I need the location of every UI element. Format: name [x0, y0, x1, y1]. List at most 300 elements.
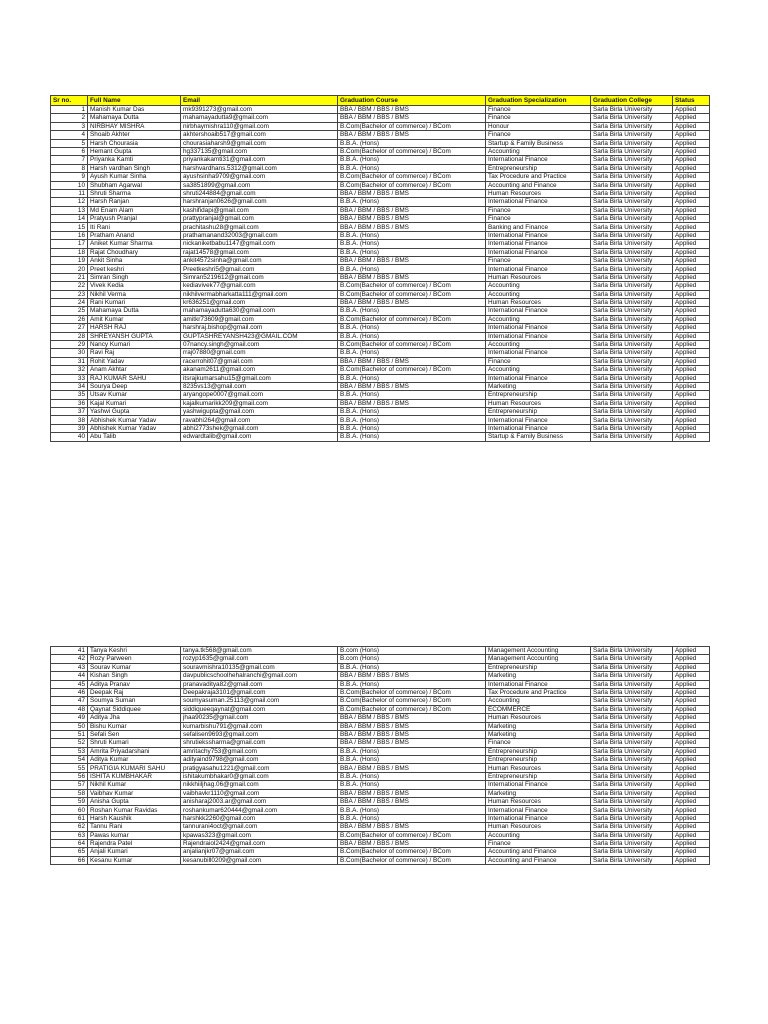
cell-email: kajalkumarikk209@gmail.com	[181, 399, 338, 407]
cell-full-name: Iti Rani	[88, 223, 181, 231]
cell-graduation-specialization: International Finance	[486, 198, 591, 206]
cell-full-name: ISHITA KUMBHAKAR	[88, 772, 181, 780]
cell-status: Applied	[673, 290, 710, 298]
cell-sr-no: 14	[51, 215, 88, 223]
cell-email: rajat14578@gmail.com	[181, 248, 338, 256]
cell-graduation-specialization: Accounting and Finance	[486, 848, 591, 856]
cell-full-name: Aniket Kumar Sharma	[88, 240, 181, 248]
cell-status: Applied	[673, 366, 710, 374]
cell-graduation-course: B.B.A. (Hons)	[338, 307, 486, 315]
cell-status: Applied	[673, 374, 710, 382]
cell-graduation-college: Sarla Birla University	[591, 198, 673, 206]
table-row	[51, 382, 710, 390]
cell-graduation-college: Sarla Birla University	[591, 714, 673, 722]
cell-graduation-course: BBA / BBM / BBS / BMS	[338, 722, 486, 730]
cell-sr-no: 43	[51, 663, 88, 671]
cell-status: Applied	[673, 714, 710, 722]
cell-graduation-college: Sarla Birla University	[591, 688, 673, 696]
cell-graduation-college: Sarla Birla University	[591, 655, 673, 663]
cell-email: Rajendraiol2424@gmail.com	[181, 839, 338, 847]
cell-sr-no: 22	[51, 282, 88, 290]
cell-email: harshranjan0626@gmail.com	[181, 198, 338, 206]
cell-full-name: Aditya Kumar	[88, 756, 181, 764]
table-row	[51, 772, 710, 780]
header-graduation-course: Graduation Course	[338, 96, 486, 106]
cell-status: Applied	[673, 848, 710, 856]
cell-status: Applied	[673, 663, 710, 671]
cell-email: kesanubill0209@gmail.com	[181, 856, 338, 864]
cell-graduation-college: Sarla Birla University	[591, 156, 673, 164]
cell-full-name: Abhishek Kumar Yadav	[88, 424, 181, 432]
cell-sr-no: 27	[51, 324, 88, 332]
cell-sr-no: 59	[51, 798, 88, 806]
cell-graduation-specialization: Accounting	[486, 147, 591, 155]
cell-graduation-course: B.B.A. (Hons)	[338, 747, 486, 755]
cell-sr-no: 13	[51, 206, 88, 214]
cell-email: amitkr73609@gmail.com	[181, 315, 338, 323]
table-row	[51, 680, 710, 688]
cell-sr-no: 16	[51, 231, 88, 239]
cell-sr-no: 60	[51, 806, 88, 814]
cell-graduation-college: Sarla Birla University	[591, 357, 673, 365]
cell-full-name: Nancy Kumari	[88, 340, 181, 348]
cell-graduation-specialization: Finance	[486, 357, 591, 365]
cell-full-name: Abu Talib	[88, 433, 181, 441]
cell-full-name: Ankit Sinha	[88, 257, 181, 265]
cell-graduation-specialization: Finance	[486, 215, 591, 223]
cell-graduation-course: B.B.A. (Hons)	[338, 663, 486, 671]
cell-graduation-college: Sarla Birla University	[591, 856, 673, 864]
cell-graduation-course: B.B.A. (Hons)	[338, 265, 486, 273]
cell-graduation-specialization: Marketing	[486, 722, 591, 730]
cell-graduation-specialization: International Finance	[486, 332, 591, 340]
cell-graduation-specialization: Entrepreneurship	[486, 408, 591, 416]
cell-sr-no: 50	[51, 722, 88, 730]
cell-email: 07nancy.singh@gmail.com	[181, 340, 338, 348]
cell-email: soumyasuman.25113@gmail.com	[181, 697, 338, 705]
cell-graduation-college: Sarla Birla University	[591, 722, 673, 730]
cell-email: prattypranjal@gmail.com	[181, 215, 338, 223]
cell-sr-no: 56	[51, 772, 88, 780]
cell-graduation-college: Sarla Birla University	[591, 416, 673, 424]
cell-graduation-specialization: Accounting	[486, 290, 591, 298]
cell-graduation-college: Sarla Birla University	[591, 663, 673, 671]
cell-status: Applied	[673, 722, 710, 730]
cell-graduation-specialization: International Finance	[486, 424, 591, 432]
table-row	[51, 156, 710, 164]
cell-graduation-college: Sarla Birla University	[591, 307, 673, 315]
cell-sr-no: 39	[51, 424, 88, 432]
cell-email: harshkk2260@gmail.com	[181, 814, 338, 822]
cell-graduation-course: B.B.A. (Hons)	[338, 248, 486, 256]
cell-graduation-course: BBA / BBM / BBS / BMS	[338, 764, 486, 772]
cell-sr-no: 25	[51, 307, 88, 315]
cell-full-name: Aditya Jha	[88, 714, 181, 722]
cell-full-name: RAJ KUMAR SAHU	[88, 374, 181, 382]
cell-graduation-specialization: International Finance	[486, 680, 591, 688]
table-row	[51, 273, 710, 281]
cell-graduation-specialization: ECOMMERCE	[486, 705, 591, 713]
cell-status: Applied	[673, 198, 710, 206]
cell-graduation-course: B.Com(Bachelor of commerce) / BCom	[338, 697, 486, 705]
cell-graduation-college: Sarla Birla University	[591, 408, 673, 416]
cell-graduation-course: B.B.A. (Hons)	[338, 756, 486, 764]
cell-status: Applied	[673, 781, 710, 789]
cell-graduation-specialization: International Finance	[486, 248, 591, 256]
cell-graduation-college: Sarla Birla University	[591, 697, 673, 705]
cell-graduation-course: B.Com(Bachelor of commerce) / BCom	[338, 315, 486, 323]
table-row	[51, 298, 710, 306]
cell-graduation-college: Sarla Birla University	[591, 282, 673, 290]
cell-status: Applied	[673, 823, 710, 831]
cell-full-name: Harsh Ranjan	[88, 198, 181, 206]
cell-graduation-college: Sarla Birla University	[591, 257, 673, 265]
cell-email: hg337135@gmail.com	[181, 147, 338, 155]
cell-status: Applied	[673, 655, 710, 663]
cell-full-name: Sefali Sen	[88, 730, 181, 738]
cell-email: davpublicschoolhehalranchi@gmail.com	[181, 672, 338, 680]
cell-graduation-course: B.Com(Bachelor of commerce) / BCom	[338, 181, 486, 189]
cell-graduation-course: BBA / BBM / BBS / BMS	[338, 730, 486, 738]
cell-graduation-college: Sarla Birla University	[591, 131, 673, 139]
cell-graduation-specialization: Management Accounting	[486, 655, 591, 663]
table-row	[51, 705, 710, 713]
cell-status: Applied	[673, 772, 710, 780]
table-row	[51, 349, 710, 357]
cell-graduation-specialization: Human Resources	[486, 714, 591, 722]
cell-graduation-course: B.B.A. (Hons)	[338, 416, 486, 424]
cell-graduation-college: Sarla Birla University	[591, 122, 673, 130]
cell-full-name: Shruti Kumari	[88, 739, 181, 747]
cell-graduation-course: BBA / BBM / BBS / BMS	[338, 839, 486, 847]
cell-email: yashwigupta@gmail.com	[181, 408, 338, 416]
cell-graduation-college: Sarla Birla University	[591, 831, 673, 839]
cell-graduation-course: B.B.A. (Hons)	[338, 772, 486, 780]
cell-graduation-course: B.B.A. (Hons)	[338, 324, 486, 332]
cell-graduation-course: B.Com(Bachelor of commerce) / BCom	[338, 290, 486, 298]
table-row	[51, 416, 710, 424]
table-row	[51, 265, 710, 273]
cell-email: kumarbishu791@gmail.com	[181, 722, 338, 730]
cell-sr-no: 54	[51, 756, 88, 764]
cell-email: jhaa90235@gmail.com	[181, 714, 338, 722]
cell-sr-no: 7	[51, 156, 88, 164]
cell-graduation-college: Sarla Birla University	[591, 181, 673, 189]
cell-sr-no: 36	[51, 399, 88, 407]
cell-graduation-course: B.B.A. (Hons)	[338, 424, 486, 432]
cell-graduation-specialization: Human Resources	[486, 273, 591, 281]
cell-graduation-course: BBA / BBM / BBS / BMS	[338, 206, 486, 214]
cell-email: itsrajkumarsahu15@gmail.com	[181, 374, 338, 382]
cell-graduation-specialization: Tax Procedure and Practice	[486, 173, 591, 181]
cell-sr-no: 41	[51, 647, 88, 655]
cell-sr-no: 12	[51, 198, 88, 206]
cell-status: Applied	[673, 248, 710, 256]
cell-email: nikkhiiljhag.06@gmail.com	[181, 781, 338, 789]
cell-graduation-specialization: International Finance	[486, 781, 591, 789]
cell-graduation-specialization: International Finance	[486, 349, 591, 357]
cell-full-name: Nikhil Verma	[88, 290, 181, 298]
cell-status: Applied	[673, 382, 710, 390]
table-row	[51, 424, 710, 432]
cell-graduation-specialization: Accounting	[486, 315, 591, 323]
table-row	[51, 391, 710, 399]
cell-graduation-college: Sarla Birla University	[591, 848, 673, 856]
cell-sr-no: 53	[51, 747, 88, 755]
cell-full-name: Priyanka Kamti	[88, 156, 181, 164]
cell-graduation-college: Sarla Birla University	[591, 147, 673, 155]
table-row	[51, 290, 710, 298]
cell-email: pratigyasahu1221@gmail.com	[181, 764, 338, 772]
cell-sr-no: 65	[51, 848, 88, 856]
cell-sr-no: 66	[51, 856, 88, 864]
table-row	[51, 764, 710, 772]
table-row	[51, 307, 710, 315]
cell-graduation-college: Sarla Birla University	[591, 739, 673, 747]
applicants-table-page-2	[50, 646, 710, 865]
table-row	[51, 781, 710, 789]
cell-status: Applied	[673, 332, 710, 340]
table-row	[51, 240, 710, 248]
cell-sr-no: 6	[51, 147, 88, 155]
cell-graduation-college: Sarla Birla University	[591, 647, 673, 655]
cell-status: Applied	[673, 806, 710, 814]
header-row	[51, 96, 710, 106]
cell-graduation-specialization: Accounting	[486, 831, 591, 839]
cell-sr-no: 11	[51, 189, 88, 197]
cell-email: nirbhaymishra110@gmail.com	[181, 122, 338, 130]
header-status: Status	[673, 96, 710, 106]
cell-email: ayushsinha9709@gmail.com	[181, 173, 338, 181]
header-email: Email	[181, 96, 338, 106]
cell-status: Applied	[673, 680, 710, 688]
cell-status: Applied	[673, 206, 710, 214]
table-row	[51, 315, 710, 323]
cell-email: mk9391273@gmail.com	[181, 106, 338, 114]
header-graduation-specialization: Graduation Specialization	[486, 96, 591, 106]
cell-sr-no: 4	[51, 131, 88, 139]
cell-sr-no: 64	[51, 839, 88, 847]
cell-graduation-specialization: Finance	[486, 839, 591, 847]
cell-graduation-course: B.B.A. (Hons)	[338, 433, 486, 441]
cell-email: Deepakraja3101@gmail.com	[181, 688, 338, 696]
cell-graduation-college: Sarla Birla University	[591, 839, 673, 847]
cell-sr-no: 1	[51, 106, 88, 114]
cell-graduation-specialization: International Finance	[486, 814, 591, 822]
applicants-table-page-1	[50, 95, 710, 442]
cell-full-name: Kesanu Kumar	[88, 856, 181, 864]
cell-graduation-course: B.B.A. (Hons)	[338, 139, 486, 147]
cell-email: rraj07880@gmail.com	[181, 349, 338, 357]
cell-graduation-course: BBA / BBM / BBS / BMS	[338, 273, 486, 281]
cell-email: tanya.tk568@gmail.com	[181, 647, 338, 655]
cell-full-name: Mahamaya Dutta	[88, 307, 181, 315]
cell-full-name: Kishan Singh	[88, 672, 181, 680]
cell-status: Applied	[673, 433, 710, 441]
cell-email: souravmishra10135@gmail.com	[181, 663, 338, 671]
cell-status: Applied	[673, 231, 710, 239]
table-row	[51, 357, 710, 365]
cell-full-name: Harsh Chourasia	[88, 139, 181, 147]
cell-graduation-college: Sarla Birla University	[591, 164, 673, 172]
cell-full-name: Tanya Keshri	[88, 647, 181, 655]
table-row	[51, 647, 710, 655]
table-row	[51, 655, 710, 663]
cell-graduation-course: BBA / BBM / BBS / BMS	[338, 298, 486, 306]
cell-graduation-college: Sarla Birla University	[591, 290, 673, 298]
cell-graduation-specialization: Management Accounting	[486, 647, 591, 655]
cell-email: edwardtalib@gmail.com	[181, 433, 338, 441]
table-row	[51, 139, 710, 147]
cell-email: prachitashu28@gmail.com	[181, 223, 338, 231]
cell-status: Applied	[673, 340, 710, 348]
table-row	[51, 173, 710, 181]
cell-email: mahamayadutta630@gmail.com	[181, 307, 338, 315]
cell-status: Applied	[673, 307, 710, 315]
cell-full-name: Shoaib Akhter	[88, 131, 181, 139]
cell-sr-no: 58	[51, 789, 88, 797]
cell-graduation-specialization: Entrepreneurship	[486, 164, 591, 172]
cell-graduation-specialization: Entrepreneurship	[486, 391, 591, 399]
table-row	[51, 408, 710, 416]
cell-email: pranavaditya82@gmail.com	[181, 680, 338, 688]
cell-sr-no: 51	[51, 730, 88, 738]
table-row	[51, 433, 710, 441]
cell-email: ravabhi264@gmail.com	[181, 416, 338, 424]
cell-status: Applied	[673, 223, 710, 231]
cell-graduation-specialization: Finance	[486, 257, 591, 265]
cell-graduation-specialization: Entrepreneurship	[486, 747, 591, 755]
cell-full-name: Soumya Suman	[88, 697, 181, 705]
cell-graduation-specialization: Accounting	[486, 340, 591, 348]
cell-status: Applied	[673, 147, 710, 155]
cell-full-name: Ayush Kumar Sinha	[88, 173, 181, 181]
cell-graduation-course: BBA / BBM / BBS / BMS	[338, 131, 486, 139]
cell-sr-no: 26	[51, 315, 88, 323]
cell-status: Applied	[673, 831, 710, 839]
cell-status: Applied	[673, 189, 710, 197]
cell-graduation-college: Sarla Birla University	[591, 747, 673, 755]
cell-email: harshraj.bishop@gmail.com	[181, 324, 338, 332]
cell-sr-no: 38	[51, 416, 88, 424]
cell-graduation-college: Sarla Birla University	[591, 315, 673, 323]
cell-sr-no: 37	[51, 408, 88, 416]
cell-full-name: Roshan Kumar Ravidas	[88, 806, 181, 814]
table-row	[51, 147, 710, 155]
cell-status: Applied	[673, 349, 710, 357]
cell-email: Preetkeshri5@gmail.com	[181, 265, 338, 273]
cell-graduation-course: BBA / BBM / BBS / BMS	[338, 223, 486, 231]
table-row	[51, 789, 710, 797]
cell-sr-no: 2	[51, 114, 88, 122]
cell-full-name: Preet keshri	[88, 265, 181, 273]
cell-full-name: Kajal Kumari	[88, 399, 181, 407]
cell-graduation-specialization: Human Resources	[486, 189, 591, 197]
table-row	[51, 206, 710, 214]
table-row	[51, 106, 710, 114]
cell-full-name: Sourav Kumar	[88, 663, 181, 671]
cell-status: Applied	[673, 273, 710, 281]
cell-status: Applied	[673, 747, 710, 755]
table-row	[51, 848, 710, 856]
cell-email: kpawas323@gmail.com	[181, 831, 338, 839]
cell-graduation-college: Sarla Birla University	[591, 223, 673, 231]
cell-graduation-college: Sarla Birla University	[591, 764, 673, 772]
cell-full-name: Yashwi Gupta	[88, 408, 181, 416]
cell-graduation-college: Sarla Birla University	[591, 772, 673, 780]
cell-sr-no: 23	[51, 290, 88, 298]
table-row	[51, 839, 710, 847]
cell-graduation-specialization: Entrepreneurship	[486, 663, 591, 671]
cell-graduation-specialization: Startup & Family Business	[486, 139, 591, 147]
cell-email: rozyp1635@gmail.com	[181, 655, 338, 663]
cell-graduation-college: Sarla Birla University	[591, 298, 673, 306]
cell-status: Applied	[673, 672, 710, 680]
cell-graduation-course: BBA / BBM / BBS / BMS	[338, 357, 486, 365]
cell-full-name: Md Enam Alam	[88, 206, 181, 214]
cell-graduation-college: Sarla Birla University	[591, 366, 673, 374]
cell-email: akanam2611@gmail.com	[181, 366, 338, 374]
cell-email: chourasiaharsh9@gmail.com	[181, 139, 338, 147]
cell-full-name: Harsh Kaushik	[88, 814, 181, 822]
cell-full-name: Pawas kumar	[88, 831, 181, 839]
cell-graduation-specialization: Human Resources	[486, 798, 591, 806]
cell-graduation-course: BBA / BBM / BBS / BMS	[338, 106, 486, 114]
cell-graduation-specialization: Marketing	[486, 672, 591, 680]
cell-sr-no: 44	[51, 672, 88, 680]
cell-email: ishitakumbhakar0@gmail.com	[181, 772, 338, 780]
cell-graduation-course: B.B.A. (Hons)	[338, 374, 486, 382]
cell-status: Applied	[673, 114, 710, 122]
cell-graduation-college: Sarla Birla University	[591, 680, 673, 688]
cell-full-name: Hemant Gupta	[88, 147, 181, 155]
cell-sr-no: 8	[51, 164, 88, 172]
cell-graduation-specialization: Startup & Family Business	[486, 433, 591, 441]
cell-graduation-course: B.B.A. (Hons)	[338, 231, 486, 239]
cell-graduation-specialization: Accounting and Finance	[486, 181, 591, 189]
cell-status: Applied	[673, 798, 710, 806]
cell-full-name: Rajendra Patel	[88, 839, 181, 847]
cell-sr-no: 42	[51, 655, 88, 663]
cell-status: Applied	[673, 856, 710, 864]
cell-graduation-specialization: Marketing	[486, 789, 591, 797]
cell-email: racerrohit07@gmail.com	[181, 357, 338, 365]
cell-status: Applied	[673, 730, 710, 738]
cell-status: Applied	[673, 282, 710, 290]
cell-graduation-course: BBA / BBM / BBS / BMS	[338, 739, 486, 747]
cell-sr-no: 18	[51, 248, 88, 256]
cell-sr-no: 34	[51, 382, 88, 390]
table-row	[51, 122, 710, 130]
cell-sr-no: 46	[51, 688, 88, 696]
cell-graduation-course: BBA / BBM / BBS / BMS	[338, 798, 486, 806]
table-row	[51, 198, 710, 206]
cell-graduation-college: Sarla Birla University	[591, 814, 673, 822]
cell-graduation-specialization: International Finance	[486, 416, 591, 424]
cell-sr-no: 10	[51, 181, 88, 189]
table-row	[51, 672, 710, 680]
cell-graduation-college: Sarla Birla University	[591, 756, 673, 764]
cell-graduation-specialization: Human Resources	[486, 823, 591, 831]
cell-full-name: Rajat Choudhary	[88, 248, 181, 256]
cell-graduation-course: BBA / BBM / BBS / BMS	[338, 714, 486, 722]
cell-email: ankit4572sinha@gmail.com	[181, 257, 338, 265]
cell-graduation-college: Sarla Birla University	[591, 705, 673, 713]
cell-graduation-course: B.B.A. (Hons)	[338, 680, 486, 688]
cell-full-name: Qaynat Siddiquee	[88, 705, 181, 713]
cell-sr-no: 63	[51, 831, 88, 839]
cell-graduation-college: Sarla Birla University	[591, 248, 673, 256]
